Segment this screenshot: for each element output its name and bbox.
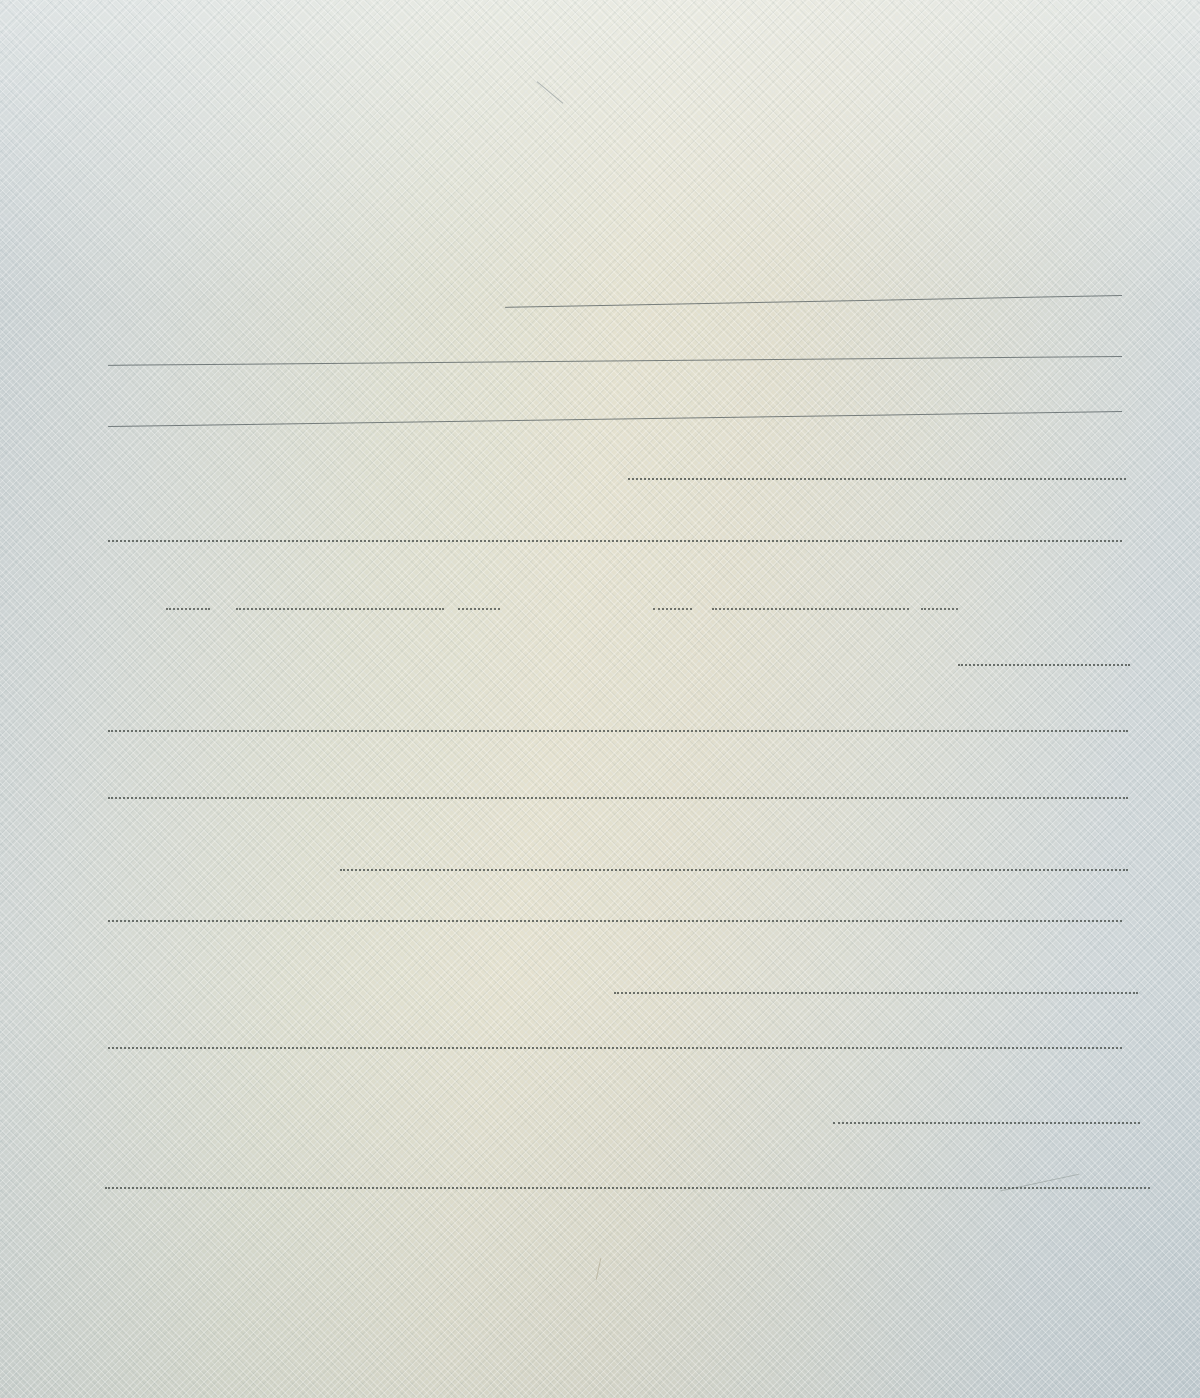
program-line-2 [108, 898, 1122, 922]
full-name-line-3 [108, 411, 1122, 427]
program-line [340, 847, 1128, 871]
year-field-line [458, 606, 500, 610]
internship-line [614, 970, 1138, 994]
day-field-line [166, 606, 210, 610]
month-field-line-2 [712, 606, 909, 610]
year-field-line-2 [921, 606, 958, 610]
title-row [508, 98, 548, 134]
institution-line-2 [108, 775, 1128, 799]
institution-line-1 [108, 708, 1128, 732]
thesis-line [833, 1100, 1140, 1124]
full-name-line-2 [108, 356, 1122, 366]
thesis-line-2 [105, 1165, 1150, 1189]
full-name-line [505, 295, 1122, 308]
education-doc-line [628, 456, 1126, 480]
education-doc-line-2 [108, 518, 1122, 542]
month-field-line [236, 606, 444, 610]
period-row [0, 576, 1200, 616]
day-field-line-2 [653, 606, 692, 610]
internship-line-2 [108, 1025, 1122, 1049]
retraining-line [958, 642, 1130, 666]
